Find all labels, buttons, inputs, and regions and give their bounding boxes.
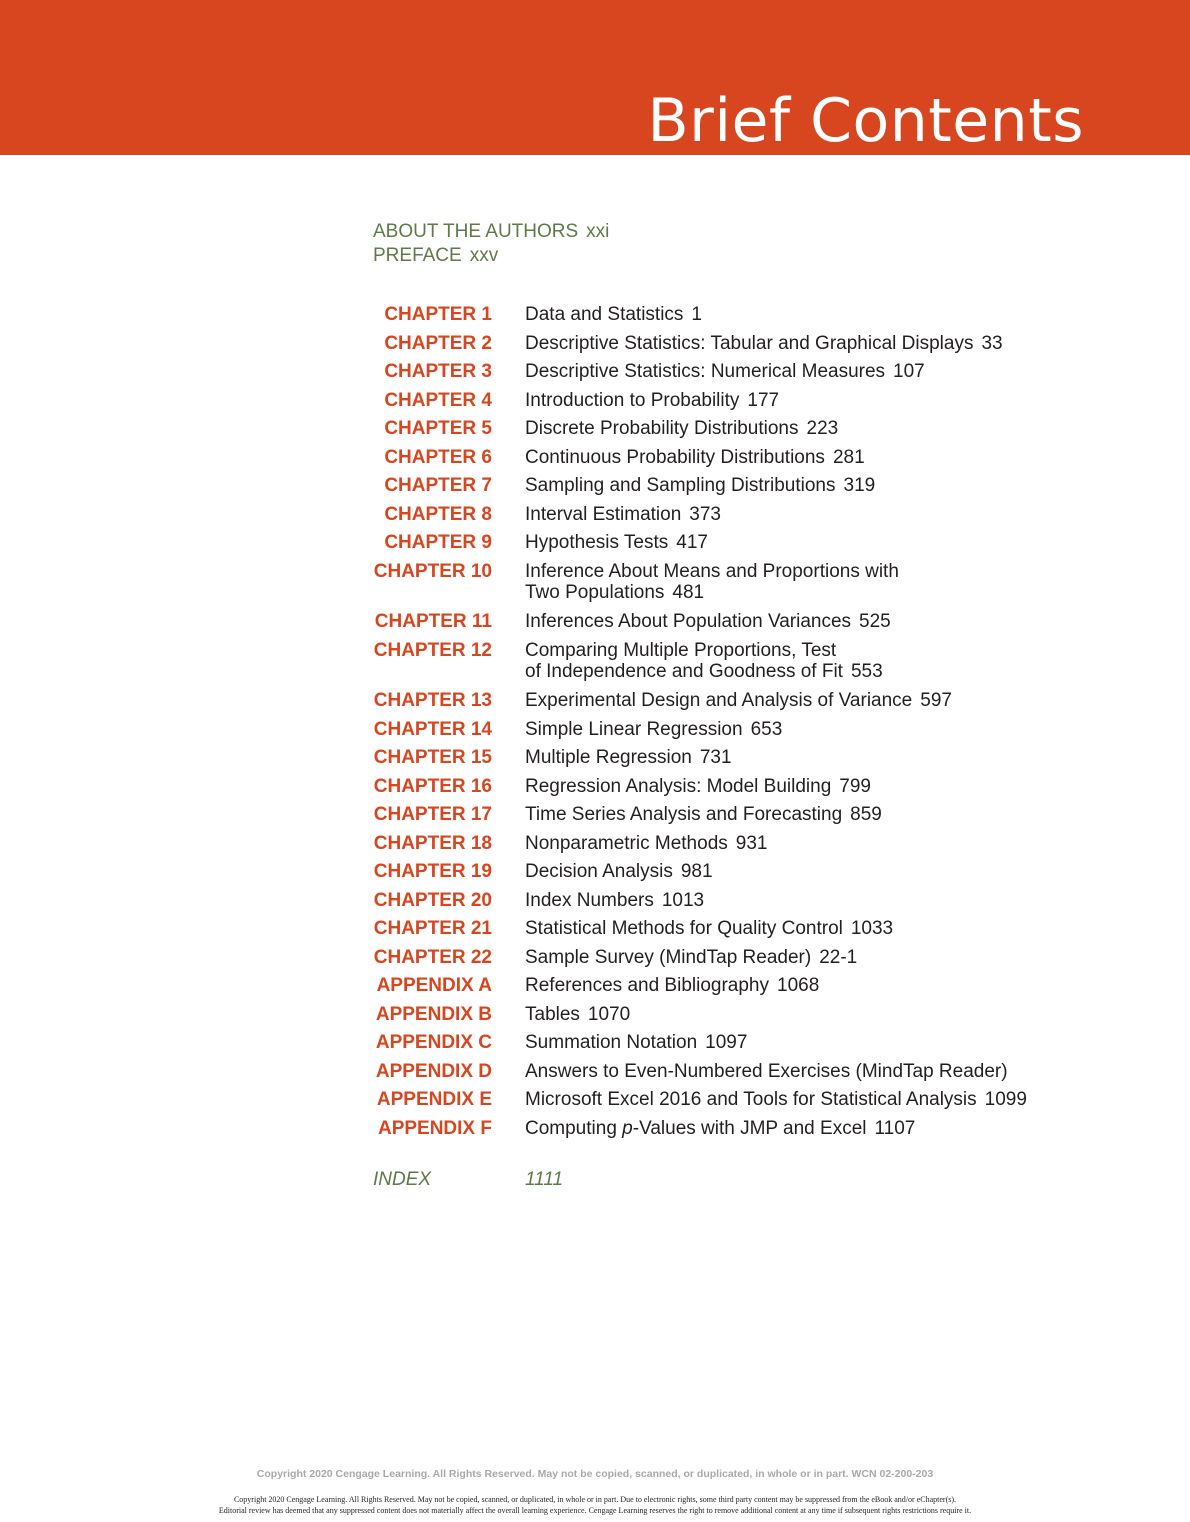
toc-entry-page: 1068 [777,975,820,996]
toc-entry-text [525,830,1133,859]
toc-entry-title: Simple Linear Regression [525,718,743,740]
toc-entry-title: Descriptive Statistics: Numerical Measures [525,361,886,382]
toc-entry-label: CHAPTER 5 [384,418,492,439]
toc-entry-page: 981 [680,861,713,882]
front-matter-label: ABOUT THE AUTHORS [373,221,579,242]
toc-entry-label: CHAPTER 21 [373,918,492,939]
header-band [0,0,1190,155]
toc-entry[interactable] [373,716,1133,745]
toc-entry[interactable] [373,972,1133,1001]
toc-entry-text [525,358,1133,387]
toc-entry-page: 1033 [850,918,894,939]
toc-entry[interactable] [373,637,1133,688]
table-of-contents [373,301,1133,1143]
toc-entry-title: Sampling and Sampling Distributions [525,475,836,496]
toc-entry-page: 1070 [587,1003,631,1025]
toc-entry-text [525,1115,1133,1144]
toc-entry[interactable] [373,744,1133,773]
toc-entry-text [525,858,1133,887]
toc-entry-title: Microsoft Excel 2016 and Tools for Statistical Analysis [525,1089,977,1110]
toc-entry-label: CHAPTER 13 [373,690,492,711]
toc-entry[interactable] [373,887,1133,916]
toc-entry-label: CHAPTER 17 [373,804,492,825]
toc-entry-title: Continuous Probability Distributions [525,446,825,468]
toc-entry-page: 1099 [984,1089,1027,1110]
toc-entry-label: CHAPTER 3 [384,361,492,382]
toc-entry-text [525,558,1133,609]
toc-entry-title: Inferences About Population Variances [525,611,852,632]
toc-entry[interactable] [373,944,1133,973]
toc-entry-label: CHAPTER 20 [373,889,492,911]
toc-entry-label: APPENDIX C [375,1032,492,1053]
toc-entry-title: Descriptive Statistics: Tabular and Graphical Displays [525,332,974,354]
toc-entry-text [525,972,1133,1001]
toc-entry[interactable] [373,773,1133,802]
toc-entry-text [525,716,1133,745]
toc-entry[interactable] [373,472,1133,501]
toc-entry-text [525,915,1133,944]
toc-entry-text [525,529,1133,558]
toc-entry-label: CHAPTER 19 [373,861,492,882]
toc-entry-page: 1107 [874,1117,916,1139]
toc-entry-title: Inference About Means and Proportions with [525,560,899,582]
toc-entry-title: Nonparametric Methods [525,832,728,854]
toc-entry-title-variable: p [622,1117,633,1139]
toc-entry-text [525,1001,1133,1030]
toc-entry-label: CHAPTER 2 [384,332,492,354]
toc-entry-label: CHAPTER 18 [373,832,492,854]
toc-entry-text [525,773,1133,802]
toc-entry[interactable] [373,608,1133,637]
toc-entry-title: Hypothesis Tests [525,532,669,553]
toc-entry[interactable] [373,858,1133,887]
toc-entry-title: Computing [525,1117,623,1139]
toc-entry-text [525,301,1133,330]
toc-entry-label: CHAPTER 10 [373,560,492,582]
toc-entry-title: of Independence and Goodness of Fit [525,661,843,682]
toc-entry-page: 1 [691,304,702,325]
toc-entry-page: 281 [832,446,865,468]
toc-entry-text [525,944,1133,973]
toc-entry-text [525,887,1133,916]
toc-entry[interactable] [373,687,1133,716]
toc-entry-label: CHAPTER 1 [384,304,492,325]
toc-entry-text [525,444,1133,473]
toc-entry-label: APPENDIX D [375,1060,492,1082]
copyright-notice: Copyright 2020 Cengage Learning. All Rights Reserved. May not be copied, scanned, or duplicated, in whole or in part. WCN 02-200-203 [256,1468,934,1480]
toc-entry-text [525,744,1133,773]
toc-entry[interactable] [373,330,1133,359]
toc-entry[interactable] [373,801,1133,830]
toc-entry[interactable] [373,915,1133,944]
toc-entry[interactable] [373,1058,1133,1087]
toc-entry-title: Comparing Multiple Proportions, Test [525,639,837,661]
toc-entry-text [525,1029,1133,1058]
toc-entry-text [525,1058,1133,1087]
toc-entry[interactable] [373,1001,1133,1030]
toc-entry[interactable] [373,1115,1133,1144]
toc-entry-label: APPENDIX E [376,1089,492,1110]
front-matter-item-about-authors[interactable] [373,220,609,244]
toc-entry-title: Discrete Probability Distributions [525,418,799,439]
toc-entry-page: 1097 [705,1032,748,1053]
toc-entry-page: 931 [735,832,768,854]
toc-entry-title: Tables [525,1003,580,1025]
toc-entry-page: 597 [920,690,952,711]
toc-entry-page: 525 [859,611,891,632]
toc-entry-text [525,1086,1133,1115]
toc-entry[interactable] [373,1029,1133,1058]
toc-entry-title: Sample Survey (MindTap Reader) [525,946,812,968]
toc-entry-title: -Values with JMP and Excel [632,1117,867,1139]
toc-entry-text [525,415,1133,444]
toc-entry-label: CHAPTER 12 [373,639,492,661]
toc-entry-title-line2 [525,581,1133,608]
toc-entry-title: Summation Notation [525,1032,698,1053]
front-matter-page: xxv [469,245,499,266]
toc-entry-page: 481 [672,582,705,603]
toc-entry-label: APPENDIX A [376,975,492,996]
toc-entry-label: CHAPTER 6 [384,446,492,468]
toc-entry[interactable] [373,558,1133,609]
toc-entry-page: 859 [850,804,882,825]
toc-entry-title: Data and Statistics [525,304,684,325]
copyright-line: Copyright 2020 Cengage Learning. All Rights Reserved. May not be copied, scanned, or duplicated, in whole or in part. Due to electronic rights, some third party content may be suppressed from the eBook and/or eChapter(s). [233,1495,957,1504]
toc-entry[interactable] [373,358,1133,387]
front-matter-label: PREFACE [373,245,462,266]
toc-entry-title-line2 [525,660,1133,687]
toc-entry[interactable] [373,444,1133,473]
toc-entry-page: 731 [699,747,732,768]
index-page: 1111 [525,1169,564,1190]
page-title: Brief Contents [647,86,1084,156]
toc-entry-title: Answers to Even-Numbered Exercises (MindTap Reader) [525,1060,1008,1082]
front-matter-list [373,220,609,268]
toc-entry-title: Introduction to Probability [525,389,740,411]
front-matter-item-preface[interactable] [373,244,609,268]
toc-entry[interactable] [373,1086,1133,1115]
toc-entry-title: Statistical Methods for Quality Control [525,918,843,939]
toc-entry-label: CHAPTER 4 [384,389,492,411]
toc-entry-page: 107 [893,361,925,382]
toc-entry-title: Two Populations [525,582,665,603]
toc-entry-text [525,472,1133,501]
copyright-fine-print [0,1494,1190,1516]
copyright-line: Editorial review has deemed that any suppressed content does not materially affect the overall learning experience. Cengage Learning reserves the right to remove additional content at any time if subsequent rights restrictions require it. [218,1506,972,1515]
toc-entry-label: CHAPTER 7 [384,475,492,496]
toc-entry-text [525,387,1133,416]
toc-entry-page: 417 [676,532,708,553]
toc-entry-label: APPENDIX B [375,1003,492,1025]
toc-entry-text [525,637,1133,688]
toc-entry-label: CHAPTER 9 [384,532,492,553]
toc-entry-title: Decision Analysis [525,861,673,882]
toc-entry-label: CHAPTER 14 [373,718,492,740]
toc-entry-label: CHAPTER 22 [373,946,492,968]
toc-entry[interactable] [373,415,1133,444]
toc-entry-text [525,801,1133,830]
toc-entry-text [525,330,1133,359]
toc-entry-page: 22-1 [819,946,858,968]
toc-entry-page: 553 [850,661,883,682]
toc-entry-text [525,687,1133,716]
toc-entry-label: CHAPTER 15 [373,747,492,768]
toc-entry[interactable] [373,301,1133,330]
toc-entry-title: References and Bibliography [525,975,769,996]
toc-entry-title: Interval Estimation [525,503,682,525]
toc-entry-page: 1013 [661,889,705,911]
toc-entry[interactable] [373,501,1133,530]
toc-entry-page: 373 [689,503,721,525]
toc-entry-page: 319 [843,475,876,496]
toc-entry-page: 33 [981,332,1003,354]
toc-entry-page: 799 [839,775,871,797]
toc-entry-text [525,608,1133,637]
toc-entry-label: CHAPTER 11 [374,611,492,632]
toc-entry-page: 223 [806,418,839,439]
toc-entry[interactable] [373,529,1133,558]
toc-entry-title: Experimental Design and Analysis of Variance [525,690,913,711]
toc-entry-label: CHAPTER 8 [384,503,492,525]
toc-entry-page: 177 [747,389,780,411]
toc-entry-text [525,501,1133,530]
toc-index-entry[interactable] [373,1166,564,1194]
toc-entry-title: Multiple Regression [525,747,692,768]
toc-entry[interactable] [373,387,1133,416]
front-matter-page: xxi [586,221,610,242]
toc-entry-label: CHAPTER 16 [373,775,492,797]
toc-entry-title: Time Series Analysis and Forecasting [525,804,843,825]
toc-entry-label: APPENDIX F [377,1117,492,1139]
index-label: INDEX [373,1169,432,1190]
toc-entry-title: Regression Analysis: Model Building [525,775,832,797]
toc-entry-title: Index Numbers [525,889,654,911]
toc-entry-page: 653 [750,718,783,740]
toc-entry[interactable] [373,830,1133,859]
